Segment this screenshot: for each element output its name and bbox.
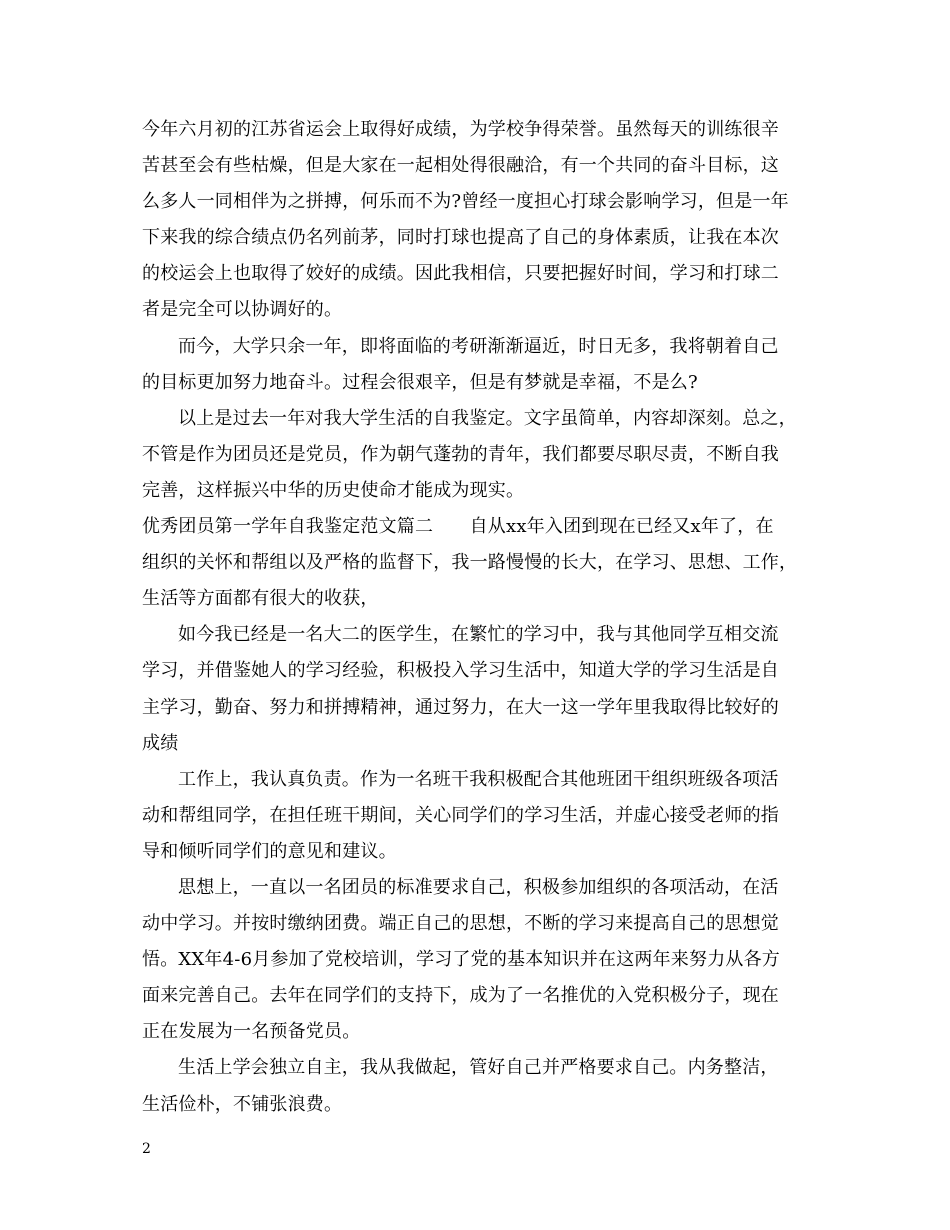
text-line: 的校运会上也取得了姣好的成绩。因此我相信，只要把握好时间，学习和打球二 [142, 263, 779, 285]
text-line: 的目标更加努力地奋斗。过程会很艰辛，但是有梦就是幸福，不是么? [142, 371, 698, 393]
text-line: 正在发展为一名预备党员。 [142, 1021, 361, 1043]
text-line: 如今我已经是一名大二的医学生，在繁忙的学习中，我与其他同学互相交流 [178, 624, 779, 646]
page-number: 2 [142, 1141, 151, 1157]
text-line: 学习，并借鉴她人的学习经验，积极投入学习生活中，知道大学的学习生活是自 [142, 660, 779, 682]
text-line: 动和帮组同学，在担任班干期间，关心同学们的学习生活，并虚心接受老师的指 [142, 804, 779, 826]
text-line: 苦甚至会有些枯燥，但是大家在一起相处得很融洽，有一个共同的奋斗目标，这 [142, 155, 779, 177]
text-line: 组织的关怀和帮组以及严格的监督下，我一路慢慢的长大，在学习、思想、工作， [142, 552, 798, 574]
text-line: 以上是过去一年对我大学生活的自我鉴定。文字虽简单，内容却深刻。总之， [178, 407, 797, 429]
text-line: 生活上学会独立自主，我从我做起，管好自己并严格要求自己。内务整洁， [178, 1057, 779, 1079]
text-line: 而今，大学只余一年，即将面临的考研渐渐逼近，时日无多，我将朝着自己 [178, 335, 779, 357]
text-line: 者是完全可以协调好的。 [142, 299, 343, 321]
text-line: 不管是作为团员还是党员，作为朝气蓬勃的青年，我们都要尽职尽责，不断自我 [142, 443, 779, 465]
text-line: 动中学习。并按时缴纳团费。端正自己的思想，不断的学习来提高自己的思想觉 [142, 913, 779, 935]
text-line: 思想上，一直以一名团员的标准要求自己，积极参加组织的各项活动，在活 [178, 876, 779, 898]
text-line: 优秀团员第一学年自我鉴定范文篇二 自从xx年入团到现在已经又x年了，在 [142, 516, 774, 538]
text-line: 生活等方面都有很大的收获， [142, 588, 379, 610]
text-line: 么多人一同相伴为之拼搏，何乐而不为?曾经一度担心打球会影响学习，但是一年 [142, 191, 789, 213]
text-line: 悟。XX年4-6月参加了党校培训，学习了党的基本知识并在这两年来努力从各方 [142, 949, 781, 971]
text-line: 主学习，勤奋、努力和拼搏精神，通过努力，在大一这一学年里我取得比较好的 [142, 696, 779, 718]
text-line: 面来完善自己。去年在同学们的支持下，成为了一名推优的入党积极分子，现在 [142, 985, 779, 1007]
document-body [142, 112, 832, 1123]
text-line: 成绩 [142, 732, 179, 754]
text-line: 生活俭朴，不铺张浪费。 [142, 1093, 343, 1115]
text-line: 下来我的综合绩点仍名列前茅，同时打球也提高了自己的身体素质，让我在本次 [142, 227, 779, 249]
text-line: 完善，这样振兴中华的历史使命才能成为现实。 [142, 479, 525, 501]
text-line: 今年六月初的江苏省运会上取得好成绩，为学校争得荣誉。虽然每天的训练很辛 [142, 119, 779, 140]
text-line: 工作上，我认真负责。作为一名班干我积极配合其他班团干组织班级各项活 [178, 768, 779, 790]
text-line: 导和倾听同学们的意见和建议。 [142, 840, 397, 862]
